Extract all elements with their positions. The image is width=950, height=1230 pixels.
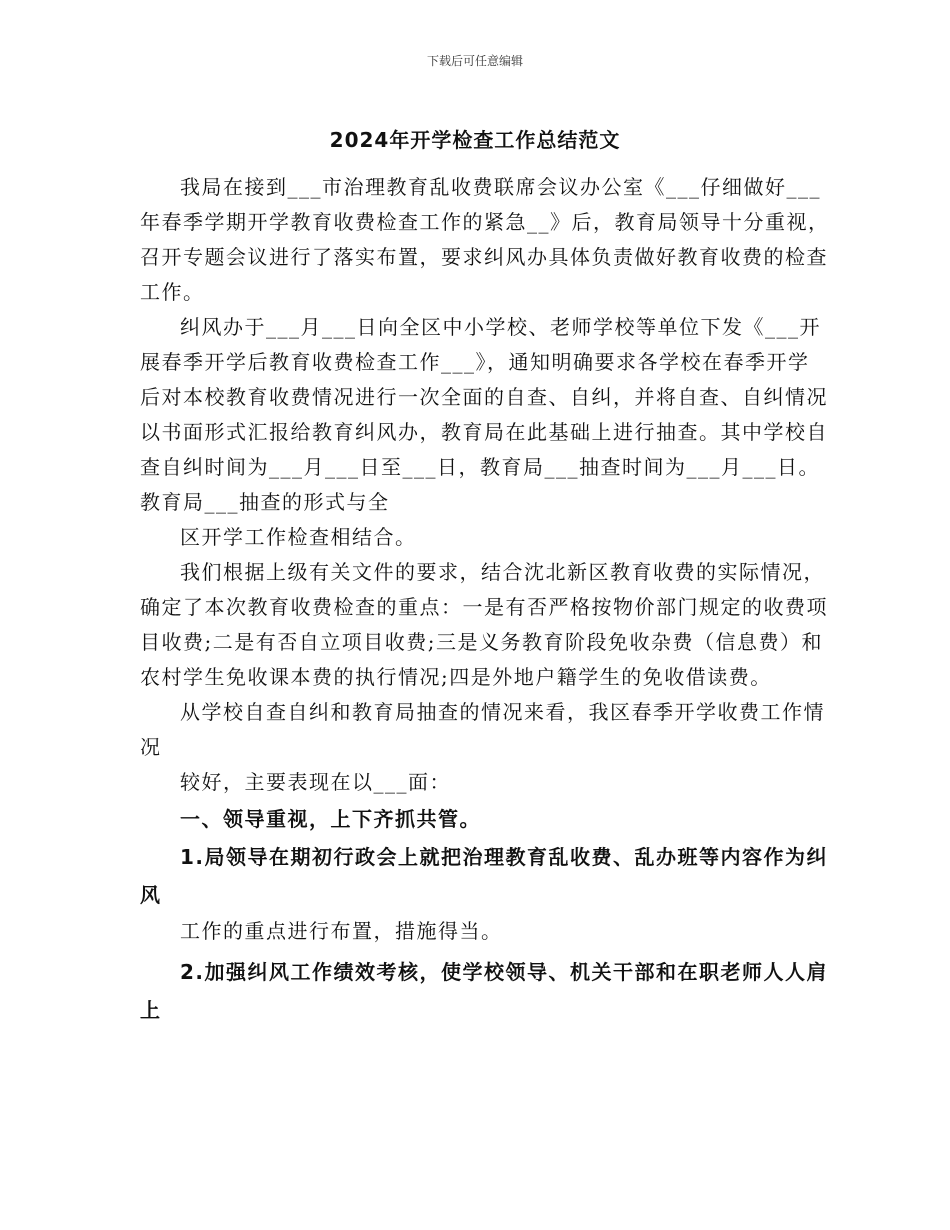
paragraph-notice-continued: 区开学工作检查相结合。 — [180, 525, 417, 549]
paragraph-findings-continued: 较好，主要表现在以___面： — [180, 770, 451, 794]
document-title: 2024年开学检查工作总结范文 — [329, 128, 621, 152]
list-item-2: 2.加强纠风工作绩效考核，使学校领导、机关干部和在职老师人人肩上 — [140, 960, 829, 1022]
header-note: 下载后可任意编辑 — [426, 54, 523, 68]
list-item-1-continued: 工作的重点进行布置，措施得当。 — [180, 919, 503, 943]
paragraph-focus: 我们根据上级有关文件的要求，结合沈北新区教育收费的实际情况，确定了本次教育收费检查的重点：一是有否严格按物价部门规定的收费项目收费;二是有否自立项目收费;三是义务教育阶段免收杂费（信息费）和农村学生免收课本费的执行情况;四是外地户籍学生的免收借读费。 — [140, 560, 828, 689]
list-item-1: 1.局领导在期初行政会上就把治理教育乱收费、乱办班等内容作为纠风 — [140, 845, 829, 907]
document-body — [140, 170, 830, 1029]
paragraph-findings: 从学校自查自纠和教育局抽查的情况来看，我区春季开学收费工作情况 — [140, 700, 825, 759]
paragraph-intro: 我局在接到___市治理教育乱收费联席会议办公室《___仔细做好___年春季学期开学教育收费检查工作的紧急__》后，教育局领导十分重视，召开专题会议进行了落实布置，要求纠风办具体负责做好教育收费的检查工作。 — [140, 175, 830, 304]
section-heading-1: 一、领导重视，上下齐抓共管。 — [180, 807, 481, 831]
paragraph-notice: 纠风办于___月___日向全区中小学校、老师学校等单位下发《___开展春季开学后教育收费检查工作___》，通知明确要求各学校在春季开学后对本校教育收费情况进行一次全面的自查、自纠，并将自查、自纠情况以书面形式汇报给教育纠风办，教育局在此基础上进行抽查。其中学校自查自纠时间为___月___日至___日，教育局___抽查时间为___月___日。教育局___抽查的形式与全 — [140, 315, 828, 514]
